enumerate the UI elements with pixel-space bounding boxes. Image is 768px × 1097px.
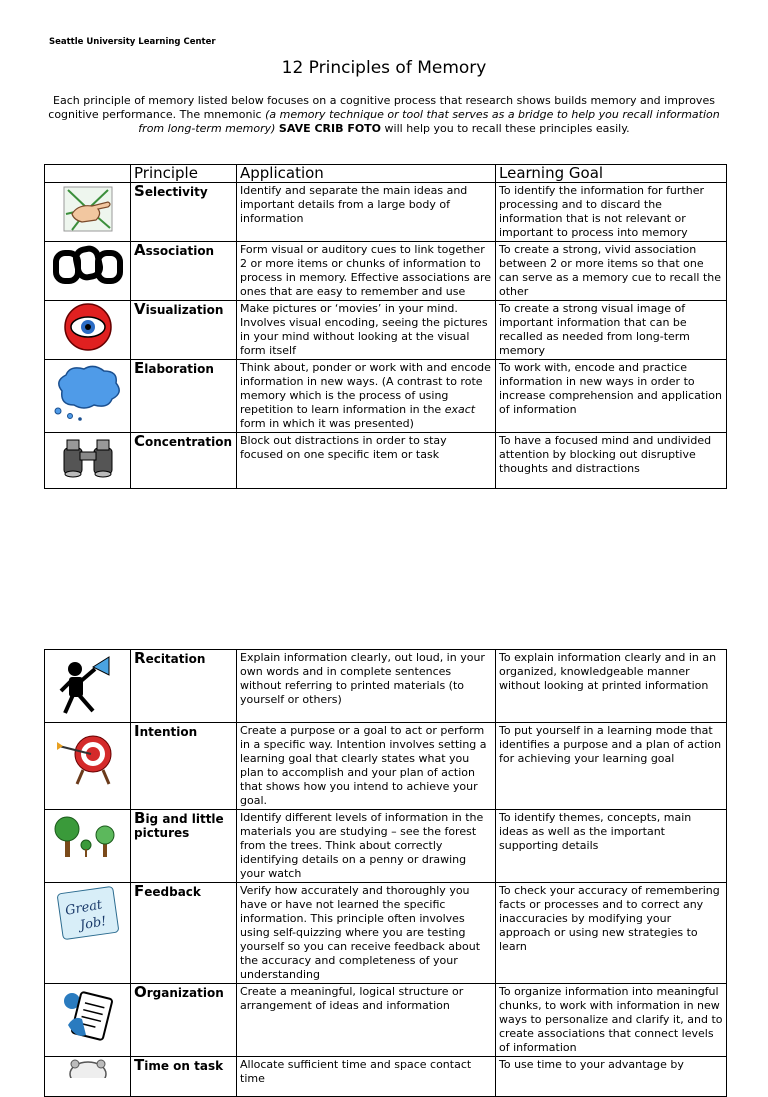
header-icon-cell [45,165,131,183]
table-row [45,433,727,489]
principle-time-on-task: Time on task [131,1057,237,1097]
intro-line-2a: cognitive performance. The mnemonic [48,108,266,121]
application-cell: Identify and separate the main ideas and important details from a large body of information [237,183,496,242]
application-cell: Block out distractions in order to stay focused on one specific item or task [237,433,496,489]
table-row [45,242,727,301]
application-cell: Create a meaningful, logical structure or arrangement of ideas and information [237,984,496,1057]
goal-cell: To have a focused mind and undivided attention by blocking out disruptive thoughts and distractions [496,433,727,489]
principles-table-2 [44,649,727,1097]
table-row [45,1057,727,1097]
page-title: 12 Principles of Memory [281,58,487,78]
application-cell: Think about, ponder or work with and encode information in new ways. (A contrast to rote memory which is the process of using repetition to learn information in the exact form in which it was presented) [237,360,496,433]
application-cell: Allocate sufficient time and space contact time [237,1057,496,1097]
principle-intention: Intention [131,723,237,810]
target-icon [45,723,131,810]
intro-line-3a: from long-term memory) [138,122,276,135]
application-cell: Explain information clearly, out loud, in your own words and in complete sentences without referring to printed materials (to yourself or others) [237,650,496,723]
principles-table-1 [44,164,727,489]
application-cell: Form visual or auditory cues to link together 2 or more items or chunks of information to process in memory. Effective associations are ones that are easy to remember and use [237,242,496,301]
clipboard-icon [45,984,131,1057]
chain-links-icon [45,242,131,301]
application-cell: Identify different levels of information in the materials you are studying – see the forest from the trees. Think about correctly identifying details on a penny or drawing your watch [237,810,496,883]
application-cell: Verify how accurately and thoroughly you have or have not learned the specific information. This principle often involves using self-quizzing where you are testing yourself so you can receive feedback about the accuracy and completeness of your understanding [237,883,496,984]
clock-icon [45,1057,131,1097]
header-principle: Principle [131,165,237,183]
table-row [45,183,727,242]
svg-text:Job!: Job! [78,914,108,934]
application-cell: Make pictures or ‘movies’ in your mind. Involves visual encoding, seeing the pictures in your mind without looking at the visual form itself [237,301,496,360]
goal-cell: To organize information into meaningful chunks, to work with information in new ways to personalize and clarify it, and to create associations that connect levels of information [496,984,727,1057]
great-job-icon [45,883,131,984]
mnemonic-text: SAVE CRIB FOTO [278,122,382,135]
intro-paragraph [48,94,720,136]
goal-cell: To put yourself in a learning mode that identifies a purpose and a plan of action for achieving your learning goal [496,723,727,810]
megaphone-figure-icon [45,650,131,723]
principle-visualization: Visualization [131,301,237,360]
eye-icon [45,301,131,360]
pointing-hand-icon [45,183,131,242]
principle-organization: Organization [131,984,237,1057]
principle-elaboration: Elaboration [131,360,237,433]
principle-selectivity: Selectivity [131,183,237,242]
table-row [45,301,727,360]
goal-cell: To use time to your advantage by [496,1057,727,1097]
goal-cell: To work with, encode and practice information in new ways in order to increase comprehension and application of information [496,360,727,433]
trees-icon [45,810,131,883]
intro-line-3c: will help you to recall these principles easily. [381,122,630,135]
principle-big-and-little-pictures: Big and little pictures [131,810,237,883]
table-row [45,650,727,723]
principle-association: Association [131,242,237,301]
svg-text:Great: Great [63,897,103,919]
thought-bubble-icon [45,360,131,433]
intro-line-2b: (a memory technique or tool that serves as a bridge to help you recall information [265,108,720,121]
goal-cell: To identify themes, concepts, main ideas as well as the important supporting details [496,810,727,883]
table-row [45,723,727,810]
goal-cell: To identify the information for further processing and to discard the information that is not relevant or important to process into memory [496,183,727,242]
header-application: Application [237,165,496,183]
application-cell: Create a purpose or a goal to act or perform in a specific way. Intention involves setting a learning goal that clearly states what you plan to accomplish and your plan of action that shows how you intend to achieve your goal. [237,723,496,810]
binoculars-icon [45,433,131,489]
table-header-row [45,165,727,183]
organization-name: Seattle University Learning Center [49,37,216,47]
table-row [45,883,727,984]
goal-cell: To check your accuracy of remembering facts or processes and to correct any inaccuracies by modifying your approach or using new strategies to learn [496,883,727,984]
intro-line-1: Each principle of memory listed below focuses on a cognitive process that research shows builds memory and improves [53,94,715,107]
table-row [45,360,727,433]
principle-concentration: Concentration [131,433,237,489]
header-learning-goal: Learning Goal [496,165,727,183]
goal-cell: To create a strong visual image of important information that can be recalled as needed from long-term memory [496,301,727,360]
table-row [45,984,727,1057]
goal-cell: To create a strong, vivid association between 2 or more items so that one can serve as a memory cue to recall the other [496,242,727,301]
principle-feedback: Feedback [131,883,237,984]
goal-cell: To explain information clearly and in an organized, knowledgeable manner without looking at printed information [496,650,727,723]
table-row [45,810,727,883]
principle-recitation: Recitation [131,650,237,723]
